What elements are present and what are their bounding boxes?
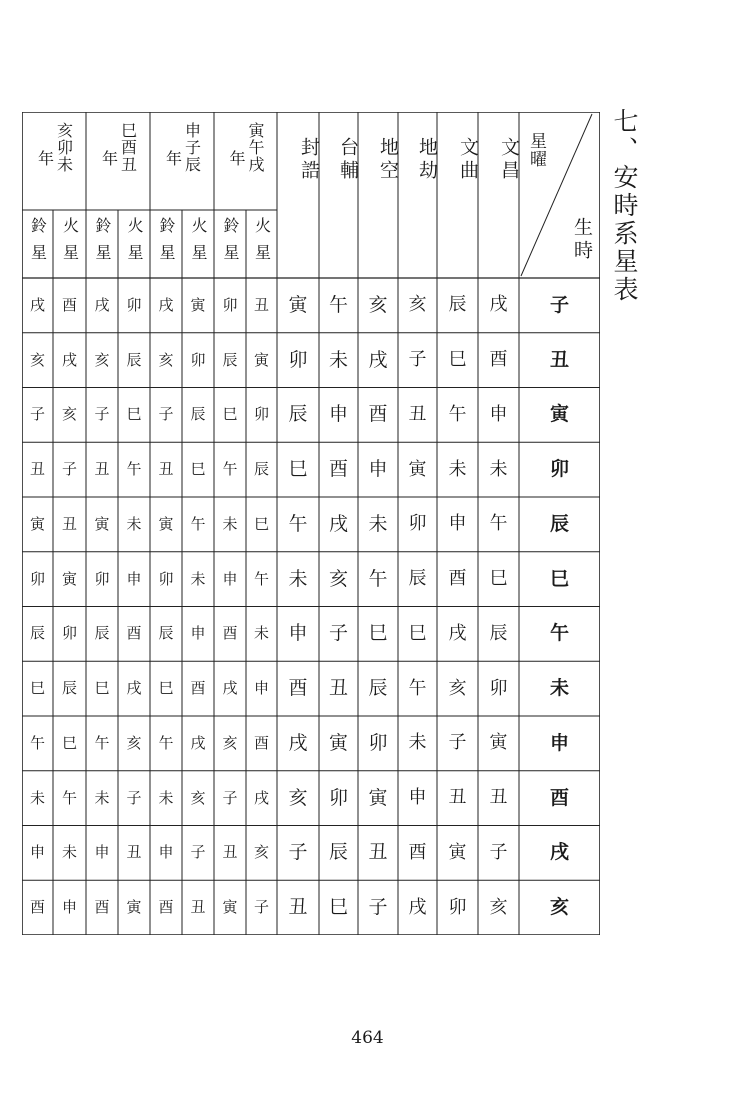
table-cell: 丑	[29, 460, 45, 479]
table-cell: 午	[448, 403, 467, 425]
table-cell: 未	[158, 788, 174, 807]
table-cell: 寅	[29, 514, 45, 533]
table-cell: 辰	[29, 624, 45, 643]
table-cell: 辰	[368, 677, 388, 700]
table-cell: 午	[328, 293, 348, 316]
table-cell: 寅	[408, 458, 427, 480]
table-cell: 酉	[190, 679, 206, 698]
corner-label-stars: 星曜	[526, 132, 546, 168]
table-cell: 申	[368, 458, 388, 481]
birth-hour-label: 酉	[549, 786, 569, 809]
table-cell: 卯	[222, 295, 238, 314]
birth-hour-label: 戌	[549, 841, 569, 864]
table-cell: 未	[489, 458, 508, 480]
table-cell: 酉	[253, 733, 269, 752]
corner-label-hours: 生時	[571, 217, 593, 263]
table-cell: 亥	[126, 733, 142, 752]
table-cell: 午	[368, 567, 388, 590]
year-group-line: 年	[227, 150, 246, 167]
table-cell: 酉	[61, 295, 77, 314]
table-cell: 申	[94, 843, 110, 862]
table-cell: 戌	[328, 512, 348, 535]
table-cell: 丑	[288, 896, 308, 919]
table-cell: 辰	[288, 403, 308, 426]
table-cell: 午	[94, 733, 110, 752]
table-cell: 辰	[253, 460, 269, 479]
table-cell: 申	[222, 569, 238, 588]
year-group-line: 寅午戌	[246, 122, 265, 173]
table-cell: 子	[61, 460, 77, 479]
table-cell: 子	[253, 898, 269, 917]
table-cell: 戌	[61, 350, 77, 369]
star-column-header: 封誥	[298, 137, 320, 183]
table-cell: 丑	[489, 787, 508, 809]
table-cell: 申	[126, 569, 142, 588]
table-cell: 子	[368, 896, 388, 919]
table-cell: 寅	[328, 731, 348, 754]
table-cell: 寅	[222, 898, 238, 917]
table-cell: 酉	[368, 403, 388, 426]
year-group-line: 申子辰	[182, 122, 202, 173]
table-cell: 戌	[29, 295, 45, 314]
table-cell: 酉	[222, 624, 238, 643]
table-cell: 寅	[126, 898, 142, 917]
table-cell: 巳	[29, 679, 45, 698]
table-cell: 子	[328, 622, 348, 645]
table-cell: 戌	[158, 295, 174, 314]
table-cell: 戌	[94, 295, 110, 314]
year-group-header	[22, 122, 86, 206]
table-cell: 辰	[190, 405, 206, 424]
table-cell: 申	[158, 843, 174, 862]
table-cell: 卯	[29, 569, 45, 588]
table-cell: 未	[61, 843, 77, 862]
table-cell: 酉	[158, 898, 174, 917]
table-cell: 丑	[448, 787, 467, 809]
table-cell: 戌	[368, 348, 388, 371]
year-group-header	[86, 122, 150, 206]
table-cell: 巳	[408, 622, 427, 644]
table-cell: 卯	[408, 513, 427, 535]
table-cell: 辰	[158, 624, 174, 643]
table-cell: 未	[448, 458, 467, 480]
table-cell: 辰	[94, 624, 110, 643]
table-cell: 卯	[158, 569, 174, 588]
table-cell: 巳	[61, 733, 77, 752]
table-cell: 午	[158, 733, 174, 752]
table-cell: 卯	[328, 786, 348, 809]
table-cell: 未	[190, 569, 206, 588]
table-cell: 亥	[448, 677, 467, 699]
table-cell: 卯	[448, 896, 467, 918]
table-cell: 寅	[288, 293, 308, 316]
birth-hour-label: 卯	[549, 458, 569, 481]
table-cell: 酉	[448, 568, 467, 590]
table-cell: 寅	[94, 514, 110, 533]
table-cell: 酉	[126, 624, 142, 643]
table-cell: 子	[489, 841, 508, 863]
star-sub-header: 火星	[60, 217, 80, 271]
table-cell: 辰	[328, 841, 348, 864]
table-cell: 申	[448, 513, 467, 535]
table-cell: 寅	[489, 732, 508, 754]
table-cell: 子	[448, 732, 467, 754]
table-cell: 未	[253, 624, 269, 643]
table-cell: 子	[29, 405, 45, 424]
table-cell: 寅	[190, 295, 206, 314]
table-cell: 亥	[368, 293, 388, 316]
birth-hour-label: 午	[549, 622, 569, 645]
table-cell: 戌	[190, 733, 206, 752]
table-cell: 丑	[368, 841, 388, 864]
table-cell: 午	[29, 733, 45, 752]
table-cell: 午	[288, 512, 308, 535]
birth-hour-label: 巳	[549, 567, 569, 590]
table-cell: 戌	[222, 679, 238, 698]
page-title: 七、安時系星表	[610, 108, 639, 304]
table-cell: 亥	[288, 786, 308, 809]
table-cell: 亥	[489, 896, 508, 918]
table-cell: 巳	[328, 896, 348, 919]
star-sub-header: 鈴星	[157, 217, 176, 271]
table-cell: 未	[126, 514, 142, 533]
table-cell: 丑	[61, 514, 77, 533]
table-cell: 寅	[368, 786, 388, 809]
table-cell: 戌	[253, 788, 269, 807]
table-cell: 亥	[61, 405, 77, 424]
table-cell: 丑	[126, 843, 142, 862]
table-cell: 未	[94, 788, 110, 807]
table-cell: 巳	[489, 568, 508, 590]
table-cell: 酉	[288, 677, 308, 700]
table-cell: 午	[190, 514, 206, 533]
table-cell: 午	[61, 788, 77, 807]
table-cell: 寅	[158, 514, 174, 533]
year-group-line: 年	[35, 150, 55, 167]
star-column-header: 文昌	[498, 137, 520, 183]
year-group-line: 巳酉丑	[118, 122, 138, 173]
table-cell: 丑	[190, 898, 206, 917]
page-number: 464	[351, 1028, 384, 1048]
table-cell: 未	[328, 348, 348, 371]
table-cell: 巳	[158, 679, 174, 698]
table-cell: 丑	[328, 677, 348, 700]
table-cell: 巳	[126, 405, 142, 424]
table-cell: 未	[408, 732, 427, 754]
table-cell: 亥	[253, 843, 269, 862]
table-cell: 申	[61, 898, 77, 917]
table-cell: 酉	[489, 349, 508, 371]
table-cell: 卯	[61, 624, 77, 643]
table-cell: 寅	[448, 841, 467, 863]
star-sub-header: 火星	[252, 217, 272, 271]
table-cell: 辰	[448, 294, 467, 316]
table-cell: 巳	[448, 349, 467, 371]
table-cell: 亥	[408, 294, 427, 316]
star-column-header: 台輔	[337, 137, 359, 183]
star-table	[22, 112, 600, 935]
table-cell: 巳	[288, 458, 308, 481]
birth-hour-label: 亥	[549, 896, 569, 919]
table-cell: 酉	[94, 898, 110, 917]
table-cell: 亥	[190, 788, 206, 807]
table-cell: 戌	[288, 731, 308, 754]
star-sub-header: 鈴星	[28, 217, 48, 271]
table-cell: 子	[190, 843, 206, 862]
table-cell: 卯	[190, 350, 206, 369]
table-cell: 申	[328, 403, 348, 426]
table-cell: 戌	[126, 679, 142, 698]
table-cell: 申	[253, 679, 269, 698]
table-cell: 戌	[408, 896, 427, 918]
year-group-header	[214, 122, 277, 206]
table-cell: 申	[288, 622, 308, 645]
table-cell: 亥	[328, 567, 348, 590]
table-cell: 卯	[489, 677, 508, 699]
table-cell: 辰	[489, 622, 508, 644]
table-cell: 申	[408, 787, 427, 809]
table-cell: 酉	[29, 898, 45, 917]
star-sub-header: 火星	[125, 217, 144, 271]
birth-hour-label: 子	[549, 293, 569, 316]
table-cell: 午	[222, 460, 238, 479]
table-cell: 未	[222, 514, 238, 533]
table-cell: 丑	[222, 843, 238, 862]
table-cell: 子	[158, 405, 174, 424]
table-cell: 巳	[190, 460, 206, 479]
table-cell: 巳	[222, 405, 238, 424]
table-cell: 未	[29, 788, 45, 807]
table-cell: 辰	[408, 568, 427, 590]
table-cell: 丑	[94, 460, 110, 479]
table-cell: 巳	[368, 622, 388, 645]
table-cell: 申	[29, 843, 45, 862]
table-cell: 亥	[158, 350, 174, 369]
table-cell: 卯	[288, 348, 308, 371]
table-cell: 子	[94, 405, 110, 424]
year-group-line: 年	[99, 150, 119, 167]
table-cell: 辰	[126, 350, 142, 369]
table-cell: 午	[408, 677, 427, 699]
table-cell: 卯	[94, 569, 110, 588]
table-cell: 戌	[448, 622, 467, 644]
table-cell: 巳	[94, 679, 110, 698]
table-cell: 午	[126, 460, 142, 479]
year-group-header	[150, 122, 214, 206]
star-column-header: 地劫	[416, 137, 438, 183]
table-cell: 酉	[328, 458, 348, 481]
table-cell: 丑	[408, 403, 427, 425]
table-cell: 子	[222, 788, 238, 807]
birth-hour-label: 未	[549, 677, 569, 700]
table-cell: 未	[368, 512, 388, 535]
table-cell: 卯	[126, 295, 142, 314]
table-cell: 卯	[368, 731, 388, 754]
year-group-line: 年	[163, 150, 183, 167]
table-cell: 未	[288, 567, 308, 590]
star-column-header: 地空	[377, 137, 399, 183]
table-cell: 寅	[61, 569, 77, 588]
birth-hour-label: 寅	[549, 403, 569, 426]
table-cell: 午	[489, 513, 508, 535]
table-cell: 子	[408, 349, 427, 371]
table-cell: 巳	[253, 514, 269, 533]
year-group-line: 亥卯未	[54, 122, 74, 173]
table-cell: 亥	[222, 733, 238, 752]
table-cell: 戌	[489, 294, 508, 316]
star-sub-header: 火星	[189, 217, 208, 271]
birth-hour-label: 辰	[549, 512, 569, 535]
birth-hour-label: 申	[549, 731, 569, 754]
star-column-header: 文曲	[457, 137, 479, 183]
table-cell: 申	[190, 624, 206, 643]
star-sub-header: 鈴星	[93, 217, 112, 271]
table-cell: 卯	[253, 405, 269, 424]
table-cell: 亥	[94, 350, 110, 369]
table-cell: 丑	[253, 295, 269, 314]
table-cell: 寅	[253, 350, 269, 369]
table-cell: 辰	[222, 350, 238, 369]
table-cell: 子	[288, 841, 308, 864]
table-cell: 午	[253, 569, 269, 588]
table-cell: 子	[126, 788, 142, 807]
table-cell: 亥	[29, 350, 45, 369]
table-cell: 辰	[61, 679, 77, 698]
table-cell: 申	[489, 403, 508, 425]
table-cell: 丑	[158, 460, 174, 479]
table-cell: 酉	[408, 841, 427, 863]
star-sub-header: 鈴星	[221, 217, 240, 271]
birth-hour-label: 丑	[549, 348, 569, 371]
